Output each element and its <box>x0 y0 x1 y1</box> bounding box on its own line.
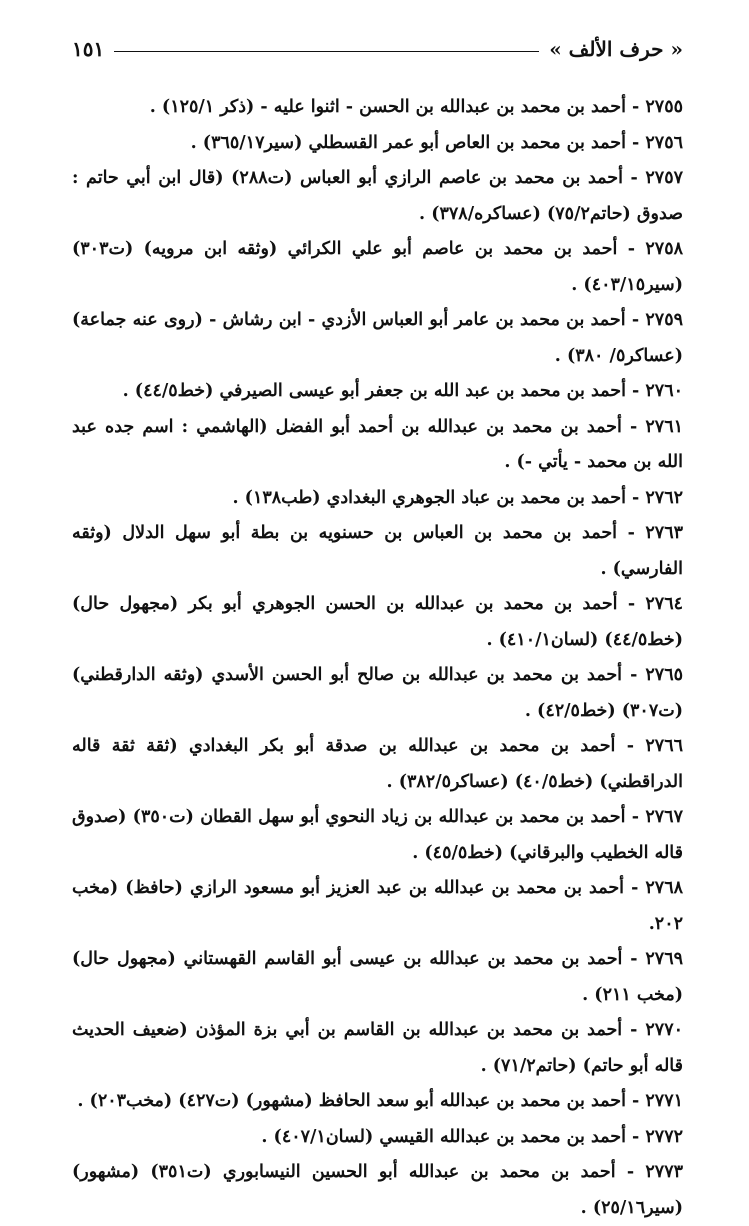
entry-2757: ٢٧٥٧ - أحمد بن محمد بن عاصم الرازي أبو العباس (ت٢٨٨) (قال ابن أبي حاتم : صدوق (حاتم٧٥/٢) (عساكره/٣٧٨) . <box>72 168 684 224</box>
entry-2763: ٢٧٦٣ - أحمد بن محمد بن العباس بن حسنويه بن بطة أبو سهل الدلال (وثقه الفارسي) . <box>72 523 683 579</box>
entry-2762: ٢٧٦٢ - أحمد بن محمد بن عباد الجوهري البغدادي (طب١٣٨) . <box>232 487 683 508</box>
entry-2771: ٢٧٧١ - أحمد بن محمد بن عبدالله أبو سعد الحافظ (مشهور) (ت٤٢٧) (مخب٢٠٣) . <box>77 1091 683 1111</box>
entry-2766: ٢٧٦٦ - أحمد بن محمد بن عبدالله بن صدقة أبو بكر البغدادي (ثقة ثقة قاله الدراقطني) (خط٤٠/٥) (عساكر٣٨٢/٥) . <box>72 736 683 792</box>
page-number: ١٥١ <box>72 37 105 61</box>
entry-2769: ٢٧٦٩ - أحمد بن محمد بن عبدالله بن عيسى أبو القاسم القهستاني (مجهول حال) (مخب ٢١١) . <box>72 949 683 1005</box>
entry-2765: ٢٧٦٥ - أحمد بن محمد بن عبدالله بن صالح أبو الحسن الأسدي (وثقه الدارقطني) (ت٣٠٧) (خط٤٢/٥) . <box>72 665 683 721</box>
entry-2773: ٢٧٧٣ - أحمد بن محمد بن عبدالله أبو الحسين النيسابوري (ت٣٥١) (مشهور) (سير٢٥/١٦) . <box>72 1162 683 1218</box>
entry-2758: ٢٧٥٨ - أحمد بن محمد بن عاصم أبو علي الكرائي (وثقه ابن مرويه) (ت٣٠٣) (سير٤٠٣/١٥) . <box>72 239 683 295</box>
running-title: « حرف الألف » <box>549 37 683 61</box>
entry-2772: ٢٧٧٢ - أحمد بن محمد بن عبدالله القيسي (لسان٤٠٧/١) . <box>261 1126 683 1147</box>
entry-2761: ٢٧٦١ - أحمد بن محمد بن عبدالله بن أحمد أبو الفضل (الهاشمي : اسم جده عبد الله بن محمد - يأتي -) . <box>72 416 683 472</box>
header-rule <box>114 51 539 52</box>
entry-2767: ٢٧٦٧ - أحمد بن محمد بن عبدالله بن زياد النحوي أبو سهل القطان (ت٣٥٠) (صدوق قاله الخطيب والبرقاني) (خط٤٥/٥) . <box>72 807 683 863</box>
entry-2764: ٢٧٦٤ - أحمد بن محمد بن عبدالله بن الحسن الجوهري أبو بكر (مجهول حال) (خط٤٤/٥) (لسان٤١٠/١) . <box>72 594 683 650</box>
entry-2770: ٢٧٧٠ - أحمد بن محمد بن عبدالله بن القاسم بن أبي بزة المؤذن (ضعيف الحديث قاله أبو حاتم) (حاتم٧١/٢) . <box>72 1020 683 1076</box>
entry-2760: ٢٧٦٠ - أحمد بن محمد بن عبد الله بن جعفر أبو عيسى الصيرفي (خط٤٤/٥) . <box>122 381 683 401</box>
entry-2759: ٢٧٥٩ - أحمد بن محمد بن عامر أبو العباس الأزدي - ابن رشاش - (روى عنه جماعة) (عساكر٥/ ٣٨٠) . <box>72 310 683 366</box>
entry-2755: ٢٧٥٥ - أحمد بن محمد بن عبدالله بن الحسن - اثنوا عليه - (ذكر ١٢٥/١) . <box>149 97 683 117</box>
page-header <box>72 34 683 64</box>
entry-list <box>72 90 683 1226</box>
entry-2756: ٢٧٥٦ - أحمد بن محمد بن العاص أبو عمر القسطلي (سير٣٦٥/١٧) . <box>190 132 683 153</box>
entry-2768: ٢٧٦٨ - أحمد بن محمد بن عبدالله بن عبد العزيز أبو مسعود الرازي (حافظ) (مخب ٢٠٢. <box>72 878 683 934</box>
